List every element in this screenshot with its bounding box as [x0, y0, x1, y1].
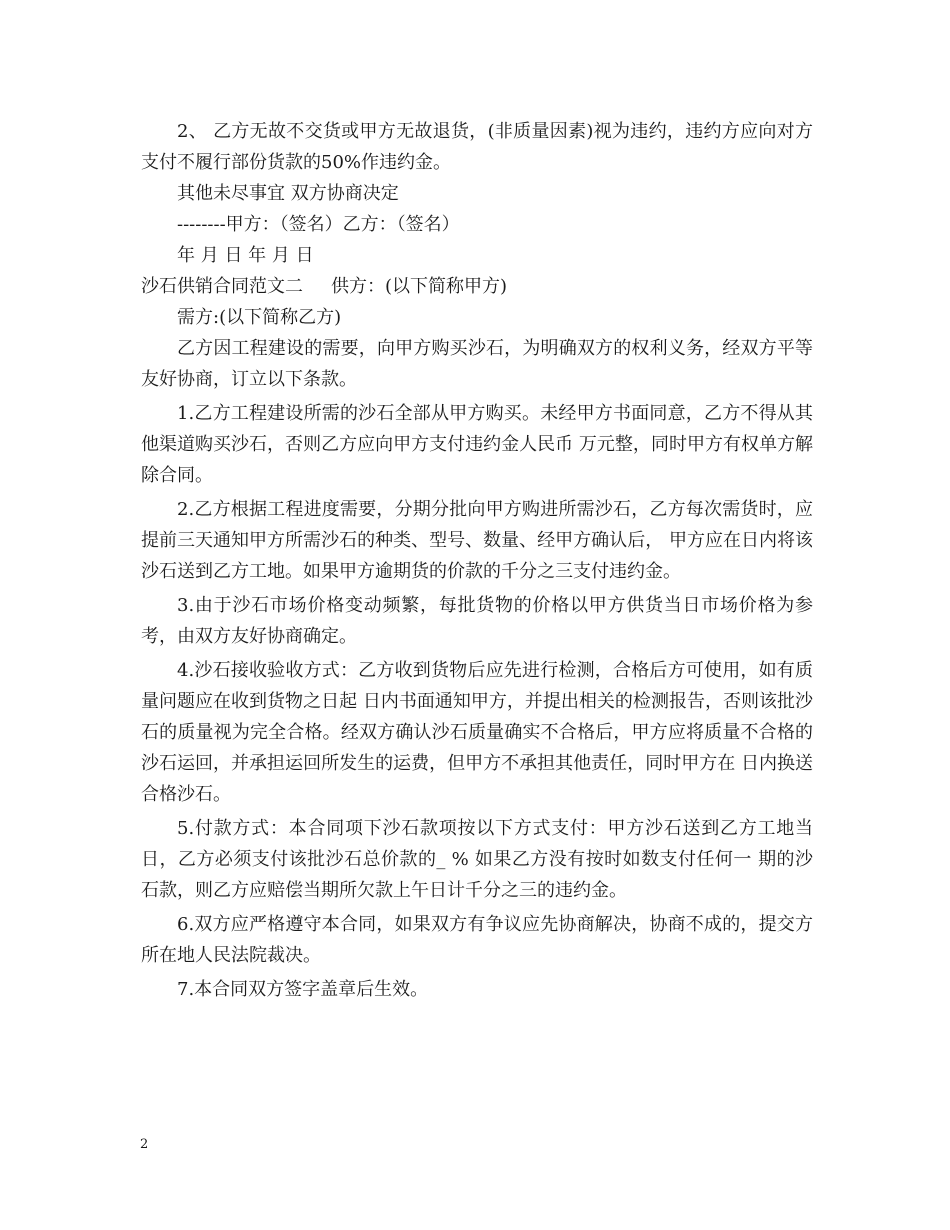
supplier-label: 供方：(以下简称甲方): [331, 276, 508, 297]
paragraph-clause-7: 7.本合同双方签字盖章后生效。: [177, 979, 429, 1000]
paragraph-clause-5: 5.付款方式：本合同项下沙石款项按以下方式支付：甲方沙石送到乙方工地当日，乙方必须支付该批沙石总价款的_ % 如果乙方没有按时如数支付任何一 期的沙石款，则乙方应赔偿当期所欠款上午日计千分之三的违约金。: [141, 818, 813, 901]
document-body: [141, 116, 813, 1005]
page-number: 2: [140, 1137, 149, 1152]
paragraph-buyer-label: 需方:(以下简称乙方): [177, 307, 342, 328]
paragraph-clause-2: 2.乙方根据工程进度需要，分期分批向甲方购进所需沙石，乙方每次需货时，应提前三天通知甲方所需沙石的种类、型号、数量、经甲方确认后， 甲方应在日内将该沙石送到乙方工地。如果甲方逾期货的价款的千分之三支付违约金。: [141, 499, 813, 582]
paragraph-breach-clause: 2、 乙方无故不交货或甲方无故退货，(非质量因素)视为违约，违约方应向对方支付不履行部份货款的50%作违约金。: [141, 121, 813, 173]
paragraph-dates: 年 月 日 年 月 日: [177, 245, 314, 266]
paragraph-signatures: --------甲方：（签名）乙方：（签名）: [177, 214, 460, 235]
paragraph-clause-3: 3.由于沙石市场价格变动频繁，每批货物的价格以甲方供货当日市场价格为参考，由双方友好协商确定。: [141, 595, 813, 647]
paragraph-clause-1: 1.乙方工程建设所需的沙石全部从甲方购买。未经甲方书面同意，乙方不得从其他渠道购买沙石，否则乙方应向甲方支付违约金人民币 万元整，同时甲方有权单方解除合同。: [141, 403, 813, 486]
paragraph-contract-two-header: [141, 271, 813, 302]
paragraph-clause-6: 6.双方应严格遵守本合同，如果双方有争议应先协商解决，协商不成的，提交方所在地人民法院裁决。: [141, 914, 813, 966]
paragraph-other-matters: 其他未尽事宜 双方协商决定: [177, 183, 399, 204]
paragraph-preamble: 乙方因工程建设的需要，向甲方购买沙石，为明确双方的权利义务，经双方平等友好协商，订立以下条款。: [141, 338, 813, 390]
contract-title: 沙石供销合同范文二: [141, 276, 303, 297]
paragraph-clause-4: 4.沙石接收验收方式：乙方收到货物后应先进行检测，合格后方可使用，如有质量问题应在收到货物之日起 日内书面通知甲方，并提出相关的检测报告，否则该批沙石的质量视为完全合格。经双方确认沙石质量确实不合格后，甲方应将质量不合格的沙石运回，并承担运回所发生的运费，但甲方不承担其他责任，同时甲方在 日内换送合格沙石。: [141, 660, 813, 805]
